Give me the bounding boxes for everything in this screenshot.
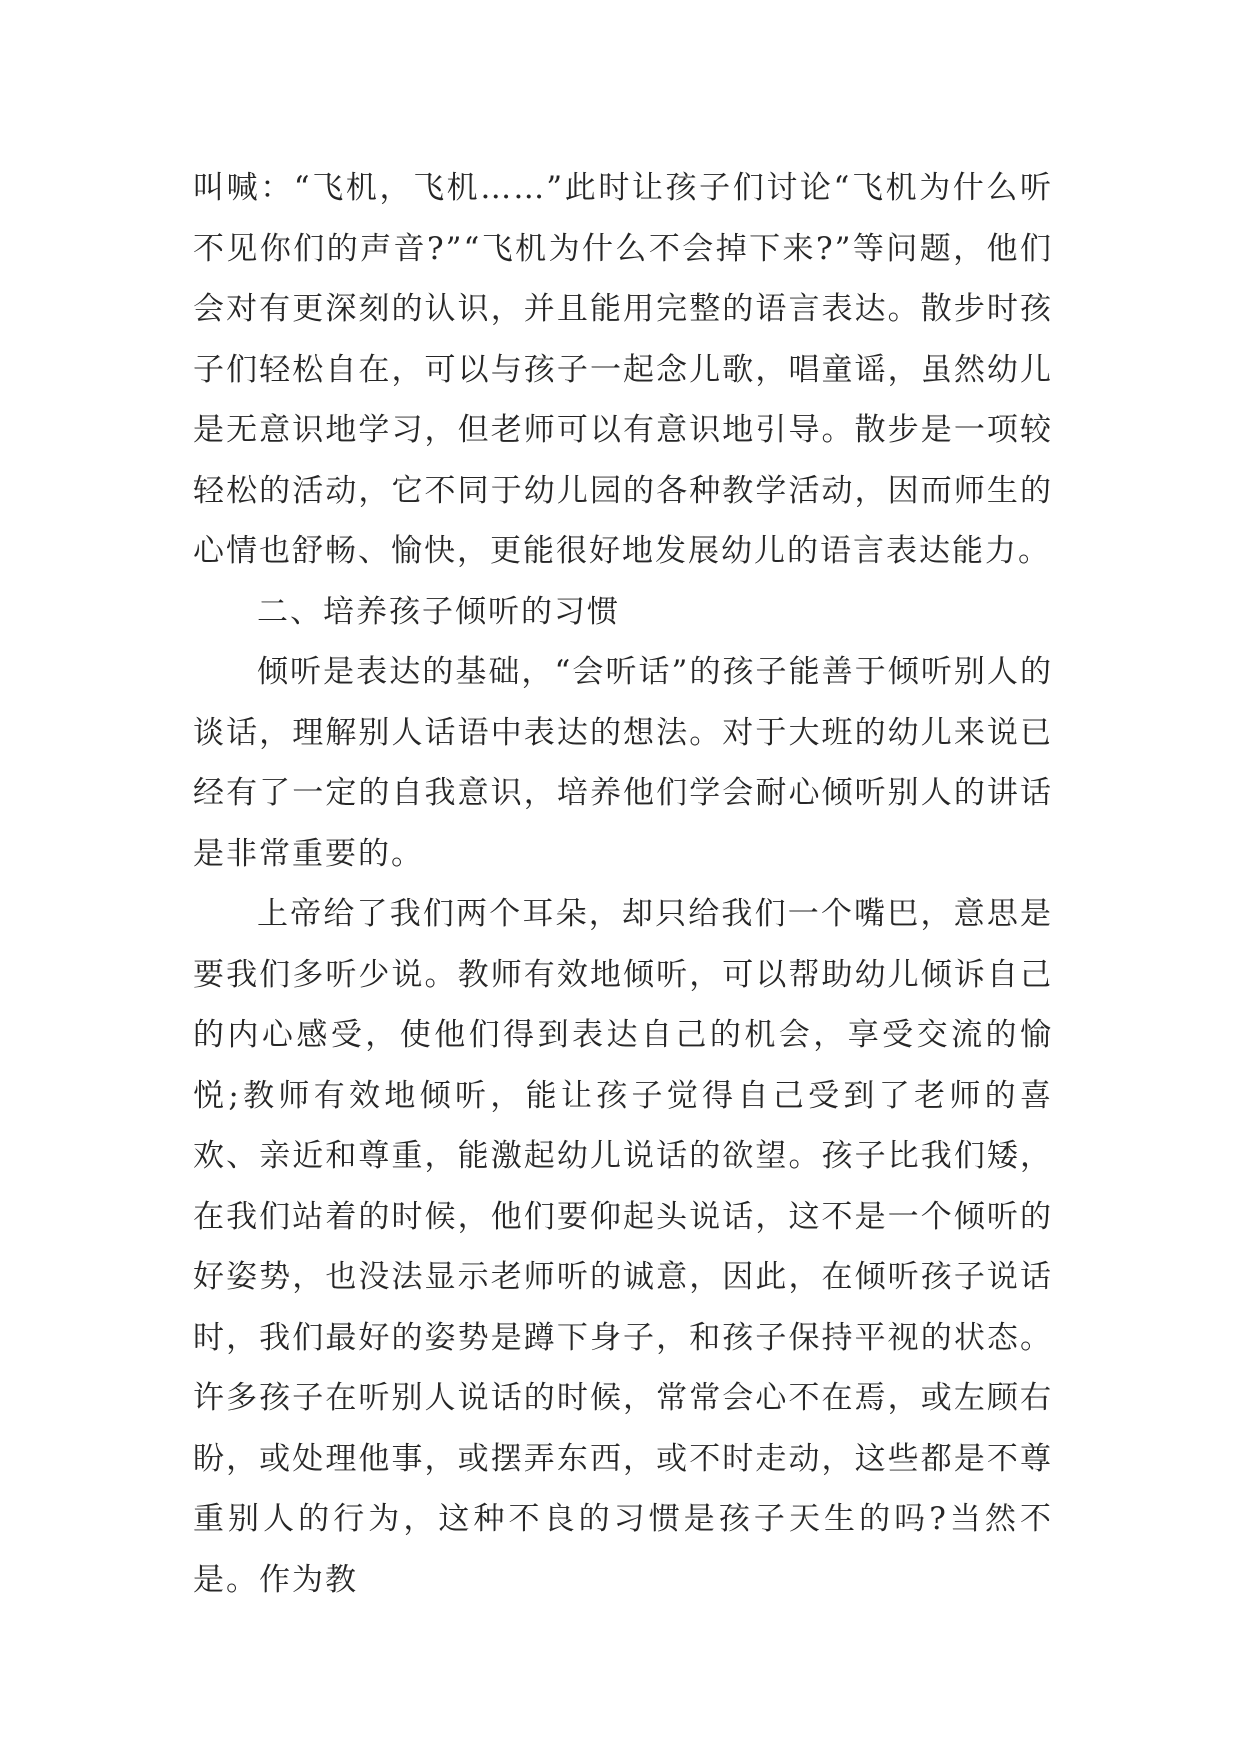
section-heading: 二、培养孩子倾听的习惯 — [257, 593, 620, 630]
paragraph-two-ears: 上帝给了我们两个耳朵，却只给我们一个嘴巴，意思是要我们多听少说。教师有效地倾听，可以帮助幼儿倾诉自己的内心感受，使他们得到表达自己的机会，享受交流的愉悦;教师有效地倾听，能让孩子觉得自己受到了老师的喜欢、亲近和尊重，能激起幼儿说话的欲望。孩子比我们矮，在我们站着的时候，他们要仰起头说话，这不是一个倾听的好姿势，也没法显示老师听的诚意，因此，在倾听孩子说话时，我们最好的姿势是蹲下身子，和孩子保持平视的状态。许多孩子在听别人说话的时候，常常会心不在焉，或左顾右盼，或处理他事，或摆弄东西，或不时走动，这些都是不尊重别人的行为，这种不良的习惯是孩子天生的吗?当然不是。作为教 — [193, 896, 1053, 1598]
paragraph-continued: 叫喊：“飞机，飞机……”此时让孩子们讨论“飞机为什么听不见你们的声音?”“飞机为什么不会掉下来?”等问题，他们会对有更深刻的认识，并且能用完整的语言表达。散步时孩子们轻松自在，可以与孩子一起念儿歌，唱童谣，虽然幼儿是无意识地学习，但老师可以有意识地引导。散步是一项较轻松的活动，它不同于幼儿园的各种教学活动，因而师生的心情也舒畅、愉快，更能很好地发展幼儿的语言表达能力。 — [193, 170, 1053, 569]
body-text — [193, 158, 1053, 1610]
paragraph-listening-basis: 倾听是表达的基础，“会听话”的孩子能善于倾听别人的谈话，理解别人话语中表达的想法。对于大班的幼儿来说已经有了一定的自我意识，培养他们学会耐心倾听别人的讲话是非常重要的。 — [193, 654, 1053, 872]
